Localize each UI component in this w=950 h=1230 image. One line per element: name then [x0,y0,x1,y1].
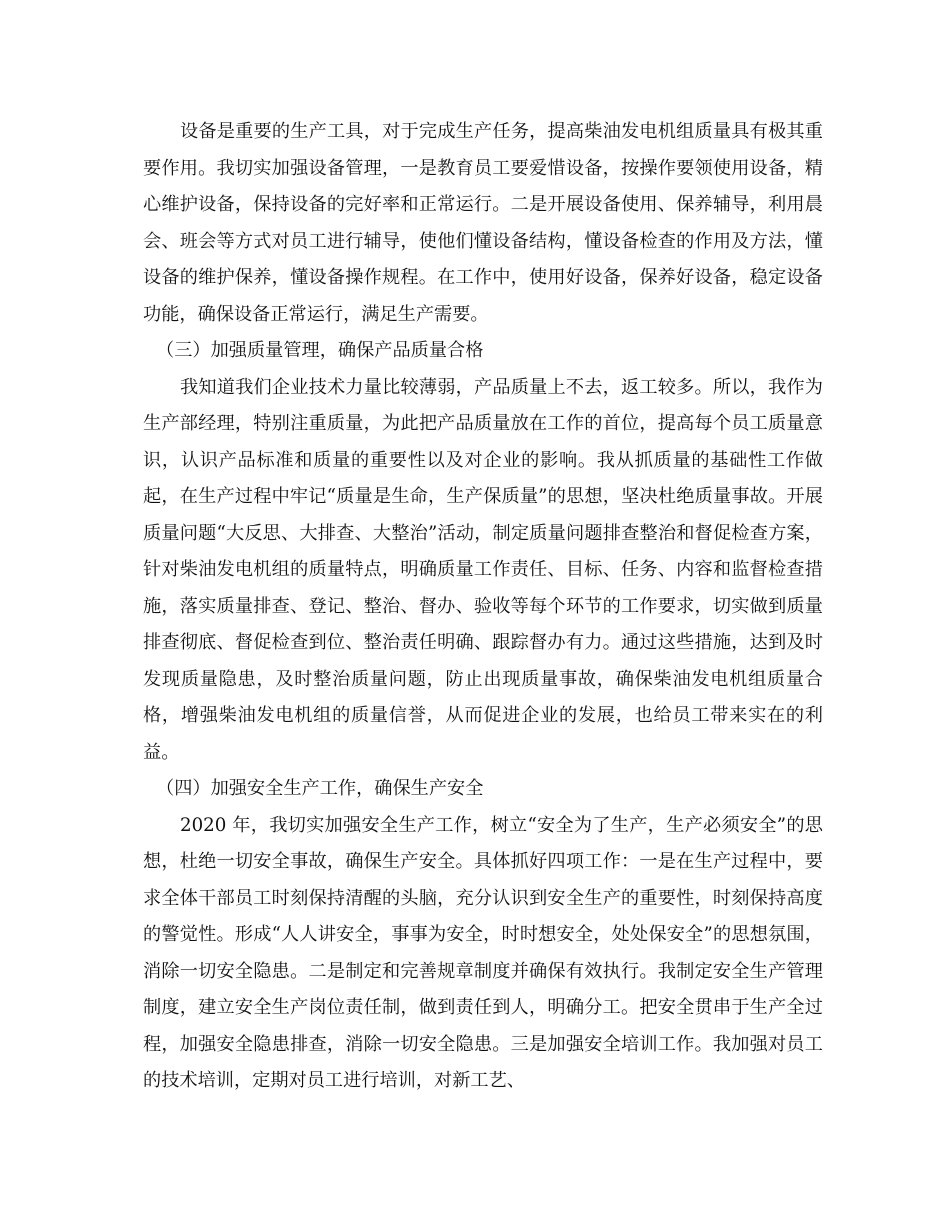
paragraph-quality-management: 我知道我们企业技术力量比较薄弱，产品质量上不去，返工较多。所以，我作为生产部经理，特别注重质量，为此把产品质量放在工作的首位，提高每个员工质量意识，认识产品标准和质量的重要性以及对企业的影响。我从抓质量的基础性工作做起，在生产过程中牢记“质量是生命，生产保质量”的思想，坚决杜绝质量事故。开展质量问题“大反思、大排查、大整治”活动，制定质量问题排查整治和督促检查方案，针对柴油发电机组的质量特点，明确质量工作责任、目标、任务、内容和监督检查措施，落实质量排查、登记、整治、督办、验收等每个环节的工作要求，切实做到质量排查彻底、督促检查到位、整治责任明确、跟踪督办有力。通过这些措施，达到及时发现质量隐患，及时整治质量问题，防止出现质量事故，确保柴油发电机组质量合格，增强柴油发电机组的质量信誉，从而促进企业的发展，也给员工带来实在的利益。 [143,376,823,763]
document-body [143,114,823,1100]
section-heading-quality: （三）加强质量管理，确保产品质量合格 [156,340,484,361]
paragraph-equipment-management: 设备是重要的生产工具，对于完成生产任务，提高柴油发电机组质量具有极其重要作用。我切实加强设备管理，一是教育员工要爱惜设备，按操作要领使用设备，精心维护设备，保持设备的完好率和正常运行。二是开展设备使用、保养辅导，利用晨会、班会等方式对员工进行辅导，使他们懂设备结构，懂设备检查的作用及方法，懂设备的维护保养，懂设备操作规程。在工作中，使用好设备，保养好设备，稳定设备功能，确保设备正常运行，满足生产需要。 [143,121,823,325]
paragraph-safety-production: 2020 年，我切实加强安全生产工作，树立“安全为了生产，生产必须安全”的思想，杜绝一切安全事故，确保生产安全。具体抓好四项工作：一是在生产过程中，要求全体干部员工时刻保持清醒的头脑，充分认识到安全生产的重要性，时刻保持高度的警觉性。形成“人人讲安全，事事为安全，时时想安全，处处保安全”的思想氛围，消除一切安全隐患。二是制定和完善规章制度并确保有效执行。我制定安全生产管理制度，建立安全生产岗位责任制，做到责任到人，明确分工。把安全贯串于生产全过程，加强安全隐患排查，消除一切安全隐患。三是加强安全培训工作。我加强对员工的技术培训，定期对员工进行培训，对新工艺、 [143,814,823,1091]
section-heading-safety: （四）加强安全生产工作，确保生产安全 [156,778,484,799]
